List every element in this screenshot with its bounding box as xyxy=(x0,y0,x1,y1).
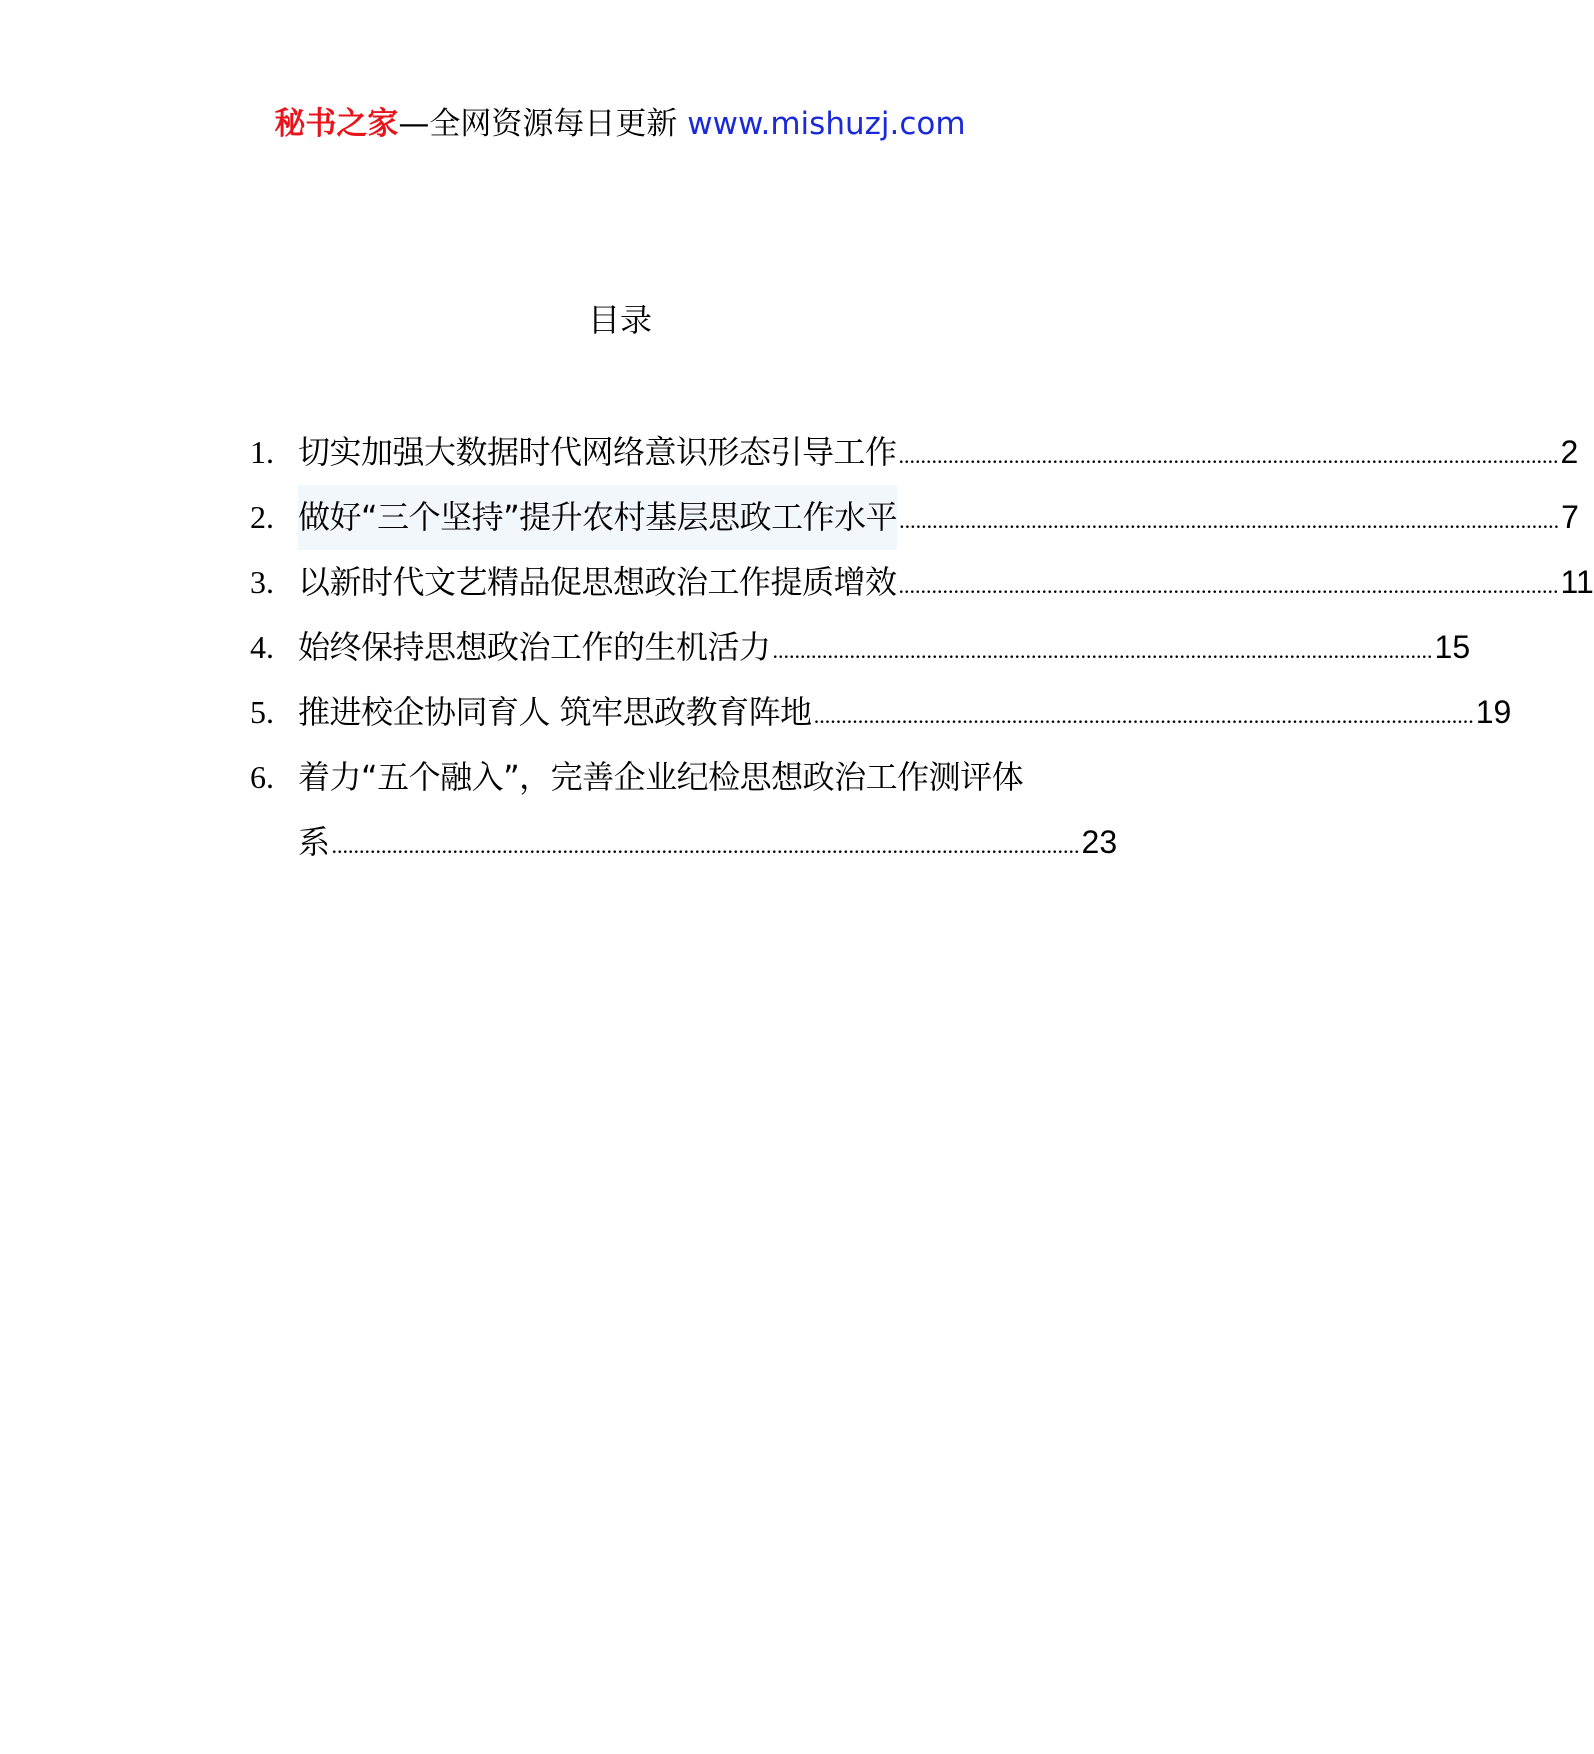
site-slogan: —全网资源每日更新 xyxy=(398,106,688,142)
table-of-contents xyxy=(250,420,1594,875)
toc-entry-page: 19 xyxy=(1475,694,1512,730)
toc-entry-page: 11 xyxy=(1560,564,1594,600)
toc-entry-number: 5. xyxy=(250,694,274,730)
toc-title: 目录 xyxy=(587,301,652,339)
toc-entry-number: 1. xyxy=(250,434,274,470)
toc-entry-number: 3. xyxy=(250,564,274,600)
toc-entry-page: 15 xyxy=(1434,629,1471,665)
toc-entry-number: 2. xyxy=(250,499,274,535)
toc-entry-title: 切实加强大数据时代网络意识形态引导工作 xyxy=(298,433,897,471)
toc-entry-title: 始终保持思想政治工作的生机活力 xyxy=(298,628,771,666)
toc-entry[interactable] xyxy=(250,745,1118,875)
site-header xyxy=(0,100,1240,148)
toc-dot-leader: ........................................................................................................................ xyxy=(813,703,1474,728)
toc-entry[interactable] xyxy=(250,485,1579,550)
brand-name: 秘书之家 xyxy=(274,106,399,142)
toc-entry-title: 推进校企协同育人 筑牢思政教育阵地 xyxy=(298,693,812,731)
toc-entry[interactable] xyxy=(250,550,1594,615)
toc-dot-leader: ........................................................................................................................ xyxy=(898,573,1559,598)
toc-dot-leader: ........................................................................................................................ xyxy=(898,443,1559,468)
toc-entry-title: 做好“三个坚持”提升农村基层思政工作水平 xyxy=(298,485,897,550)
toc-entry-title: 以新时代文艺精品促思想政治工作提质增效 xyxy=(298,563,897,601)
toc-entry[interactable] xyxy=(250,420,1579,485)
toc-entry-page: 23 xyxy=(1081,824,1118,860)
toc-dot-leader: ........................................................................................................................ xyxy=(772,638,1433,663)
toc-entry-page: 7 xyxy=(1561,499,1579,535)
toc-entry-page: 2 xyxy=(1560,434,1579,470)
toc-entry-title-continued: 系 xyxy=(298,823,330,861)
site-url-link[interactable]: www.mishuzj.com xyxy=(687,106,966,142)
toc-entry[interactable] xyxy=(250,615,1471,680)
toc-entry-title: 着力“五个融入”，完善企业纪检思想政治工作测评体 xyxy=(298,758,1024,796)
toc-entry-number: 6. xyxy=(250,759,274,795)
toc-dot-leader: ........................................................................................................................ xyxy=(899,508,1560,533)
toc-entry-number: 4. xyxy=(250,629,274,665)
toc-entry[interactable] xyxy=(250,680,1512,745)
toc-dot-leader: ........................................................................................................................................ xyxy=(331,833,1080,858)
